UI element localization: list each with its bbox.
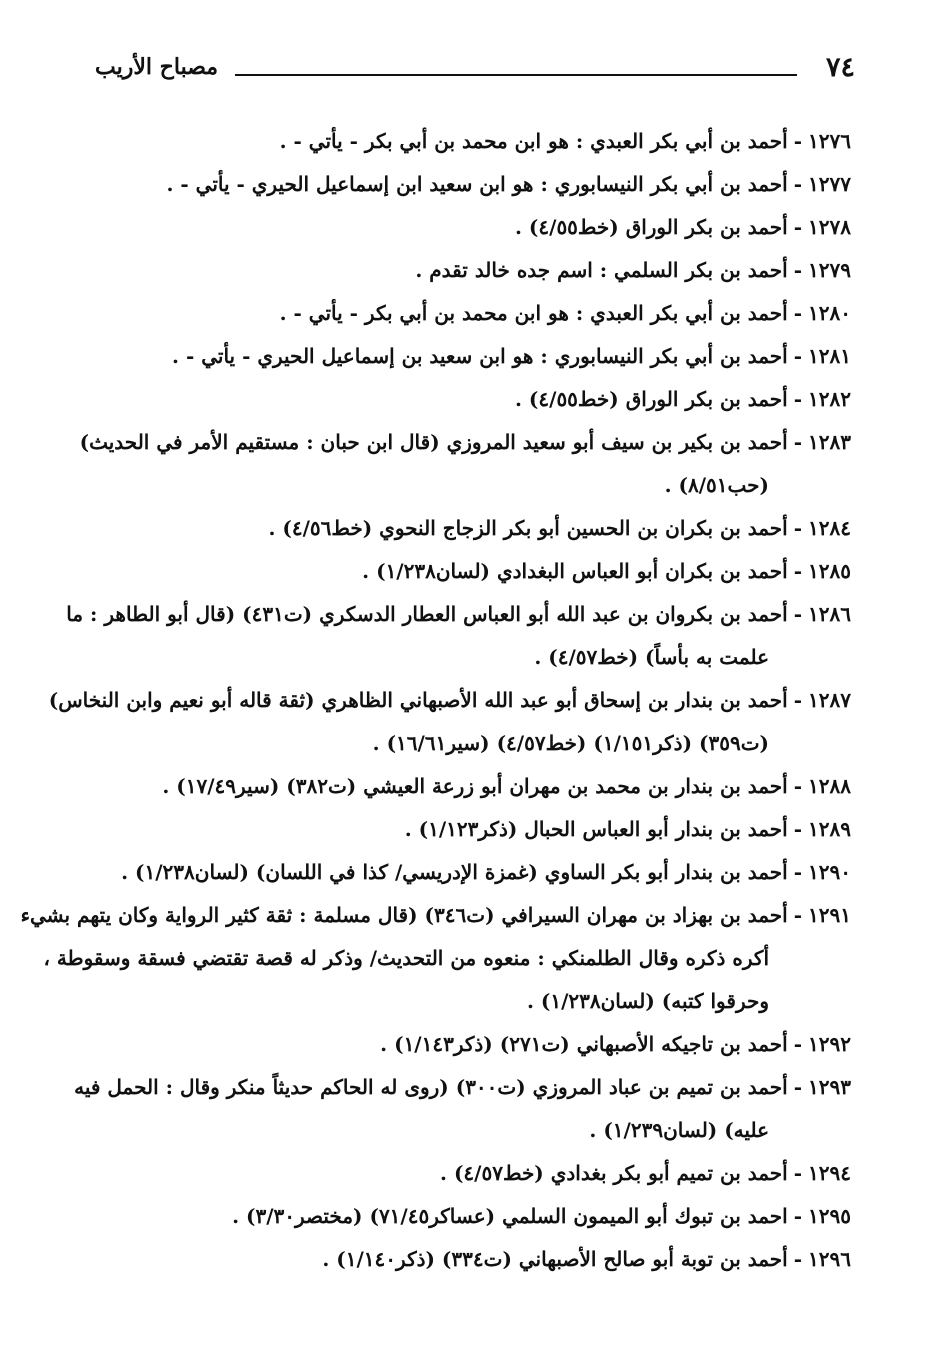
running-title: مصباح الأريب — [95, 54, 219, 80]
entry-continuation: أكره ذكره وقال الطلمنكي : منعوه من التحديث/ وذكر له قصة تقتضي فسقة وسقوطة ، — [43, 946, 769, 970]
entry-number: ١٢٩٦ — [808, 1247, 851, 1271]
entry-number: ١٢٨٢ — [808, 387, 851, 411]
list-item — [91, 765, 851, 808]
entry-separator: - — [793, 301, 803, 325]
entry-separator: - — [793, 387, 803, 411]
entry-separator: - — [793, 1075, 803, 1099]
header-rule — [235, 74, 797, 76]
entry-text: أحمد بن تميم بن عباد المروزي (ت٣٠٠) (روى له الحاكم حديثاً منكر وقال : الحمل فيه — [74, 1075, 788, 1099]
list-item — [91, 1238, 851, 1281]
page-header — [95, 52, 855, 92]
entry-text: احمد بن تبوك أبو الميمون السلمي (عساكر٧١/٤٥) (مختصر٣/٣٠) . — [232, 1204, 788, 1228]
entry-text: أحمد بن بكر الوراق (خط٤/٥٥) . — [515, 215, 788, 239]
entry-continuation: (حب٨/٥١) . — [664, 473, 769, 497]
entry-continuation: (ت٣٥٩) (ذكر١/١٥١) (خط٤/٥٧) (سير١٦/٦١) . — [372, 731, 769, 755]
entry-line — [91, 851, 851, 894]
entry-text: أحمد بن أبي بكر النيسابوري : هو ابن سعيد بن إسماعيل الحيري - يأتي - . — [172, 344, 788, 368]
entry-number: ١٢٨٠ — [808, 301, 851, 325]
entry-text: أحمد بن بندار أبو بكر الساوي (غمزة الإدريسي/ كذا في اللسان) (لسان١/٢٣٨) . — [121, 860, 788, 884]
list-item — [20, 894, 851, 1023]
entry-text: أحمد بن توبة أبو صالح الأصبهاني (ت٣٣٤) (ذكر١/١٤٠) . — [322, 1247, 788, 1271]
entry-line — [20, 894, 851, 937]
entry-separator: - — [793, 215, 803, 239]
entry-separator: - — [793, 1247, 803, 1271]
entry-line — [91, 1023, 851, 1066]
entry-number: ١٢٨١ — [808, 344, 851, 368]
entry-number: ١٢٨٤ — [808, 516, 851, 540]
entry-text: أحمد بن بندار بن محمد بن مهران أبو زرعة العيشي (ت٣٨٢) (سير١٧/٤٩) . — [162, 774, 788, 798]
entry-text: أحمد بن بكران بن الحسين أبو بكر الزجاج النحوي (خط٤/٥٦) . — [268, 516, 788, 540]
entry-line — [79, 421, 851, 464]
list-item — [91, 120, 851, 163]
list-item — [79, 421, 851, 507]
entry-number: ١٢٩٠ — [808, 860, 851, 884]
entry-line — [91, 808, 851, 851]
list-item — [91, 851, 851, 894]
entry-separator: - — [793, 903, 803, 927]
entry-separator: - — [793, 860, 803, 884]
entry-separator: - — [793, 774, 803, 798]
entry-list — [20, 120, 851, 1281]
entry-line — [91, 378, 851, 421]
entry-line — [91, 765, 851, 808]
entry-number: ١٢٧٨ — [808, 215, 851, 239]
entry-number: ١٢٨٥ — [808, 559, 851, 583]
entry-number: ١٢٨٨ — [808, 774, 851, 798]
entry-number: ١٢٩٢ — [808, 1032, 851, 1056]
entry-line — [91, 335, 851, 378]
entry-line — [91, 292, 851, 335]
entry-line — [66, 593, 851, 636]
entry-text: أحمد بن بندار بن إسحاق أبو عبد الله الأصبهاني الظاهري (ثقة قاله أبو نعيم وابن النخاس) — [48, 688, 788, 712]
entry-separator: - — [793, 129, 803, 153]
entry-text: أحمد بن أبي بكر العبدي : هو ابن محمد بن أبي بكر - يأتي - . — [279, 301, 788, 325]
list-item — [91, 808, 851, 851]
entry-text: أحمد بن بهزاد بن مهران السيرافي (ت٣٤٦) (قال مسلمة : ثقة كثير الرواية وكان يتهم بشيء — [20, 903, 788, 927]
list-item — [91, 249, 851, 292]
entry-separator: - — [793, 344, 803, 368]
entry-number: ١٢٨٧ — [808, 688, 851, 712]
entry-number: ١٢٧٦ — [808, 129, 851, 153]
entry-number: ١٢٧٩ — [808, 258, 851, 282]
entry-line — [91, 120, 851, 163]
entry-line — [91, 1238, 851, 1281]
entry-line — [91, 1152, 851, 1195]
entry-separator: - — [793, 559, 803, 583]
entry-text: أحمد بن بندار أبو العباس الحبال (ذكر١/١٢٣) . — [404, 817, 788, 841]
entry-separator: - — [793, 602, 803, 626]
list-item — [91, 206, 851, 249]
entry-line — [91, 249, 851, 292]
list-item — [91, 1152, 851, 1195]
list-item — [91, 335, 851, 378]
entry-line — [91, 550, 851, 593]
entry-line — [91, 163, 851, 206]
entry-number: ١٢٧٧ — [808, 172, 851, 196]
list-item — [91, 507, 851, 550]
entry-separator: - — [793, 172, 803, 196]
entry-text: أحمد بن بكر السلمي : اسم جده خالد تقدم . — [415, 258, 788, 282]
entry-text: أحمد بن بكير بن سيف أبو سعيد المروزي (قال ابن حبان : مستقيم الأمر في الحديث) — [79, 430, 788, 454]
list-item — [91, 163, 851, 206]
list-item — [91, 378, 851, 421]
entry-text: أحمد بن أبي بكر العبدي : هو ابن محمد بن أبي بكر - يأتي - . — [279, 129, 788, 153]
entry-number: ١٢٩٤ — [808, 1161, 851, 1185]
entry-line — [91, 206, 851, 249]
entry-line — [48, 679, 851, 722]
entry-separator: - — [793, 817, 803, 841]
entry-separator: - — [793, 1161, 803, 1185]
entry-text: أحمد بن بكر الوراق (خط٤/٥٥) . — [515, 387, 788, 411]
entry-number: ١٢٩١ — [808, 903, 851, 927]
entry-text: أحمد بن أبي بكر النيسابوري : هو ابن سعيد ابن إسماعيل الحيري - يأتي - . — [166, 172, 788, 196]
list-item — [91, 1023, 851, 1066]
entry-separator: - — [793, 430, 803, 454]
entry-number: ١٢٨٦ — [808, 602, 851, 626]
entry-text: أحمد بن بكران أبو العباس البغدادي (لسان١/٢٣٨) . — [362, 559, 788, 583]
page-number: ٧٤ — [825, 52, 855, 83]
entry-line — [91, 507, 851, 550]
entry-separator: - — [793, 258, 803, 282]
entry-text: أحمد بن تميم أبو بكر بغدادي (خط٤/٥٧) . — [440, 1161, 788, 1185]
list-item — [66, 593, 851, 679]
entry-number: ١٢٩٣ — [808, 1075, 851, 1099]
entry-separator: - — [793, 1204, 803, 1228]
entry-continuation: علمت به بأساً) (خط٤/٥٧) . — [534, 645, 769, 669]
entry-number: ١٢٩٥ — [808, 1204, 851, 1228]
entry-text: أحمد بن تاجيكه الأصبهاني (ت٢٧١) (ذكر١/١٤٣) . — [380, 1032, 788, 1056]
list-item — [74, 1066, 851, 1152]
list-item — [48, 679, 851, 765]
entry-line — [91, 1195, 851, 1238]
entry-number: ١٢٨٣ — [808, 430, 851, 454]
list-item — [91, 292, 851, 335]
entry-separator: - — [793, 688, 803, 712]
entry-number: ١٢٨٩ — [808, 817, 851, 841]
entry-continuation: وحرقوا كتبه) (لسان١/٢٣٨) . — [526, 989, 769, 1013]
entry-text: أحمد بن بكروان بن عبد الله أبو العباس العطار الدسكري (ت٤٣١) (قال أبو الطاهر : ما — [66, 602, 788, 626]
entry-separator: - — [793, 516, 803, 540]
list-item — [91, 1195, 851, 1238]
list-item — [91, 550, 851, 593]
entry-line — [74, 1066, 851, 1109]
entry-separator: - — [793, 1032, 803, 1056]
entry-continuation: عليه) (لسان١/٢٣٩) . — [589, 1118, 769, 1142]
